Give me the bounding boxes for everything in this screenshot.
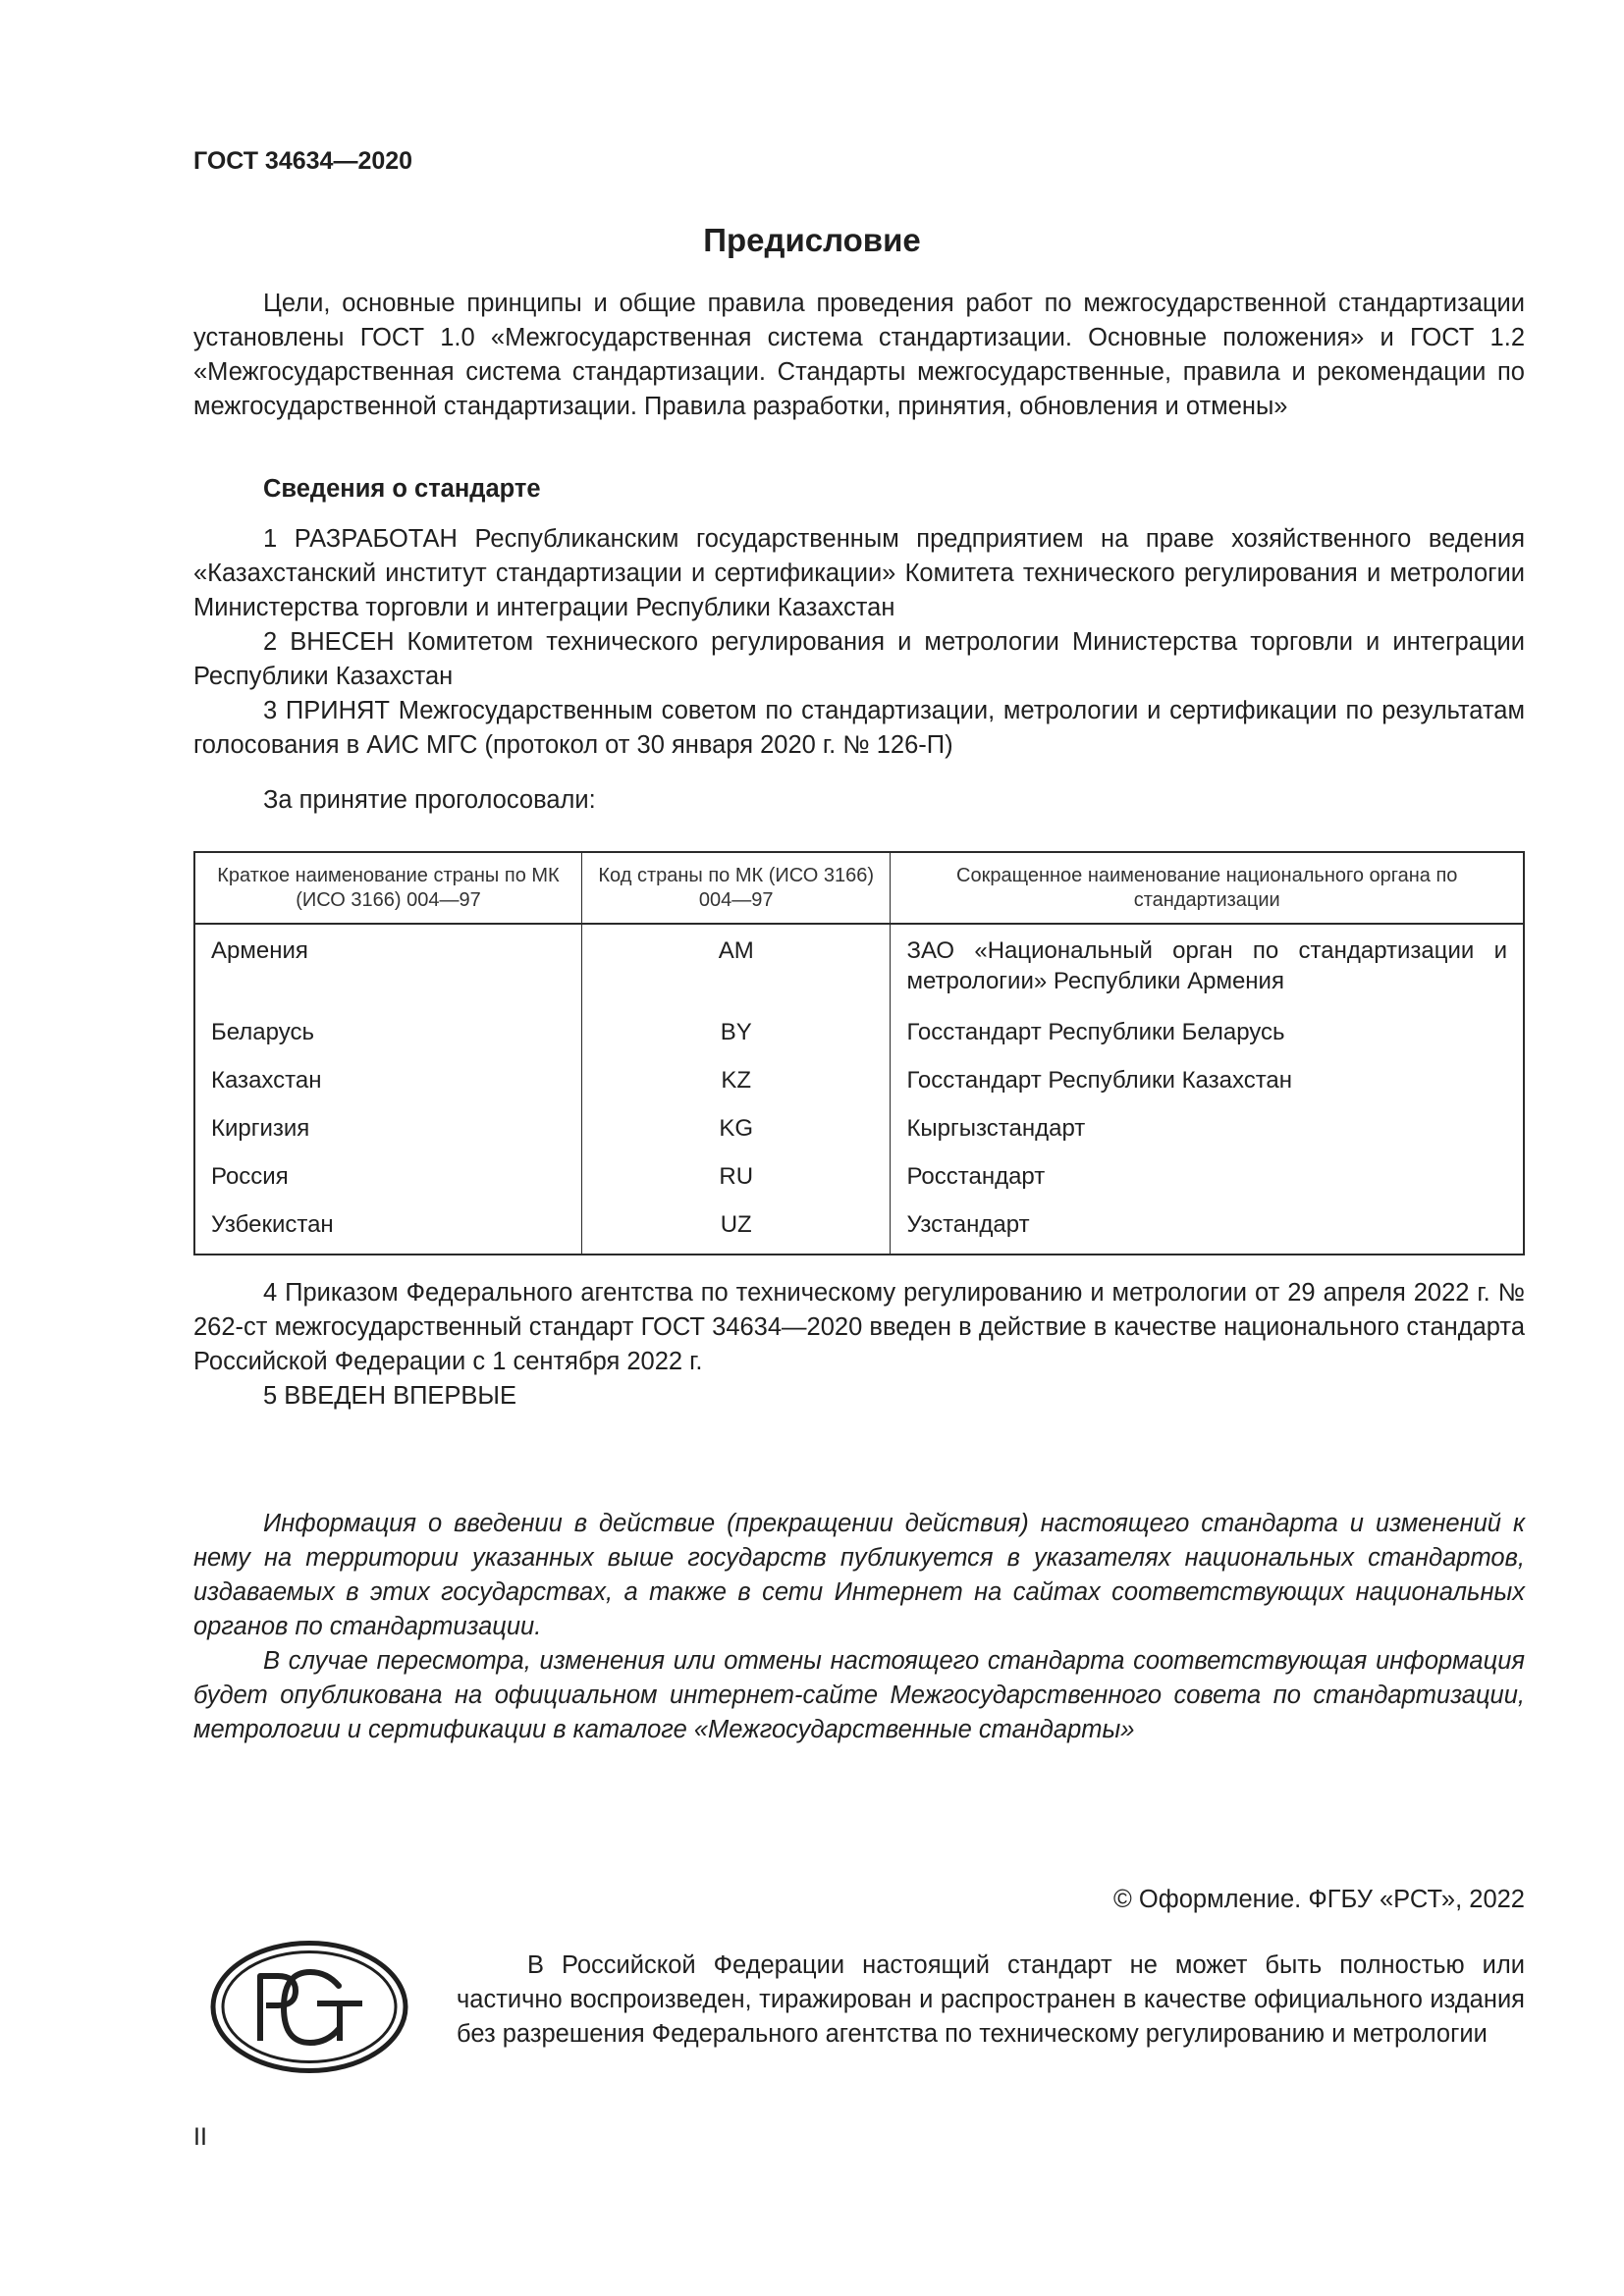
cell-code: BY <box>581 1008 890 1056</box>
pct-certification-logo-icon <box>209 1939 409 2075</box>
cell-body: Госстандарт Республики Беларусь <box>891 1008 1524 1056</box>
page-number: II <box>193 2123 207 2151</box>
first-introduced-item: 5 ВВЕДЕН ВПЕРВЫЕ <box>263 1382 517 1410</box>
page-title: Предисловие <box>703 222 921 258</box>
cell-code: KZ <box>581 1056 890 1104</box>
header-country: Краткое наименование страны по МК (ИСО 3166) 004—97 <box>194 852 581 924</box>
document-code: ГОСТ 34634—2020 <box>193 147 413 175</box>
cell-code: RU <box>581 1152 890 1201</box>
order-section <box>193 1276 1525 1414</box>
cell-body: Кыргызстандарт <box>891 1104 1524 1152</box>
notice-paragraph: В случае пересмотра, изменения или отмены настоящего стандарта соответствующая информация будет опубликована на официальном интернет-сайте Межгосударственного совета по стандартизации, метрологии и сертификации в каталоге «Межгосударственные стандарты» <box>193 1647 1525 1743</box>
cell-body: Росстандарт <box>891 1152 1524 1201</box>
order-item: 4 Приказом Федерального агентства по техническому регулированию и метрологии от 29 апреля 2022 г. № 262-ст межгосударственный стандарт ГОСТ 34634—2020 введен в действие в качестве национального стандарта Российской Федерации с 1 сентября 2022 г. <box>193 1279 1525 1375</box>
cell-code: UZ <box>581 1201 890 1255</box>
notice-paragraph: Информация о введении в действие (прекращении действия) настоящего стандарта и изменений к нему на территории указанных выше государств публикуется в указателях национальных стандартов, издаваемых в этих государствах, а также в сети Интернет на сайтах соответствующих национальных органов по стандартизации. <box>193 1510 1525 1640</box>
cell-country: Киргизия <box>194 1104 581 1152</box>
cell-country: Узбекистан <box>194 1201 581 1255</box>
info-item-introduced: 2 ВНЕСЕН Комитетом технического регулирования и метрологии Министерства торговли и интеграции Республики Казахстан <box>193 628 1525 690</box>
cell-body: Узстандарт <box>891 1201 1524 1255</box>
voted-caption: За принятие проголосовали: <box>263 786 596 814</box>
table-row <box>194 1056 1524 1104</box>
cell-country: Казахстан <box>194 1056 581 1104</box>
header-code: Код страны по МК (ИСО 3166) 004—97 <box>581 852 890 924</box>
cell-body: Госстандарт Республики Казахстан <box>891 1056 1524 1104</box>
reproduction-notice-text: В Российской Федерации настоящий стандарт не может быть полностью или частично воспроизведен, тиражирован и распространен в качестве официального издания без разрешения Федерального агентства по техническому регулированию и метрологии <box>457 1951 1525 2048</box>
info-item-developed: 1 РАЗРАБОТАН Республиканским государственным предприятием на праве хозяйственного ведения «Казахстанский институт стандартизации и сертификации» Комитета технического регулирования и метрологии Министерства торговли и интеграции Республики Казахстан <box>193 525 1525 621</box>
notice-section <box>193 1507 1525 1747</box>
cell-code: KG <box>581 1104 890 1152</box>
table-row <box>194 1104 1524 1152</box>
header-body: Сокращенное наименование национального органа по стандартизации <box>891 852 1524 924</box>
standard-info-heading: Сведения о стандарте <box>263 475 541 503</box>
table-row <box>194 1008 1524 1056</box>
table-row <box>194 1152 1524 1201</box>
intro-paragraph: Цели, основные принципы и общие правила проведения работ по межгосударственной стандартизации установлены ГОСТ 1.0 «Межгосударственная система стандартизации. Основные положения» и ГОСТ 1.2 «Межгосударственная система стандартизации. Стандарты межгосударственные, правила и рекомендации по межгосударственной стандартизации. Правила разработки, принятия, обновления и отмены» <box>193 290 1525 420</box>
standard-info-list <box>193 522 1525 763</box>
info-item-adopted: 3 ПРИНЯТ Межгосударственным советом по стандартизации, метрологии и сертификации по результатам голосования в АИС МГС (протокол от 30 января 2020 г. № 126-П) <box>193 697 1525 759</box>
intro-section <box>193 287 1525 424</box>
cell-code: AM <box>581 924 890 1008</box>
table-row <box>194 924 1524 1008</box>
cell-country: Беларусь <box>194 1008 581 1056</box>
table-row <box>194 1201 1524 1255</box>
voting-table <box>193 851 1525 1255</box>
cell-country: Армения <box>194 924 581 1008</box>
reproduction-notice <box>457 1949 1525 2052</box>
cell-body: ЗАО «Национальный орган по стандартизации и метрологии» Республики Армения <box>891 924 1524 1008</box>
cell-country: Россия <box>194 1152 581 1201</box>
copyright-line: © Оформление. ФГБУ «РСТ», 2022 <box>1113 1886 1525 1913</box>
table-header-row <box>194 852 1524 924</box>
